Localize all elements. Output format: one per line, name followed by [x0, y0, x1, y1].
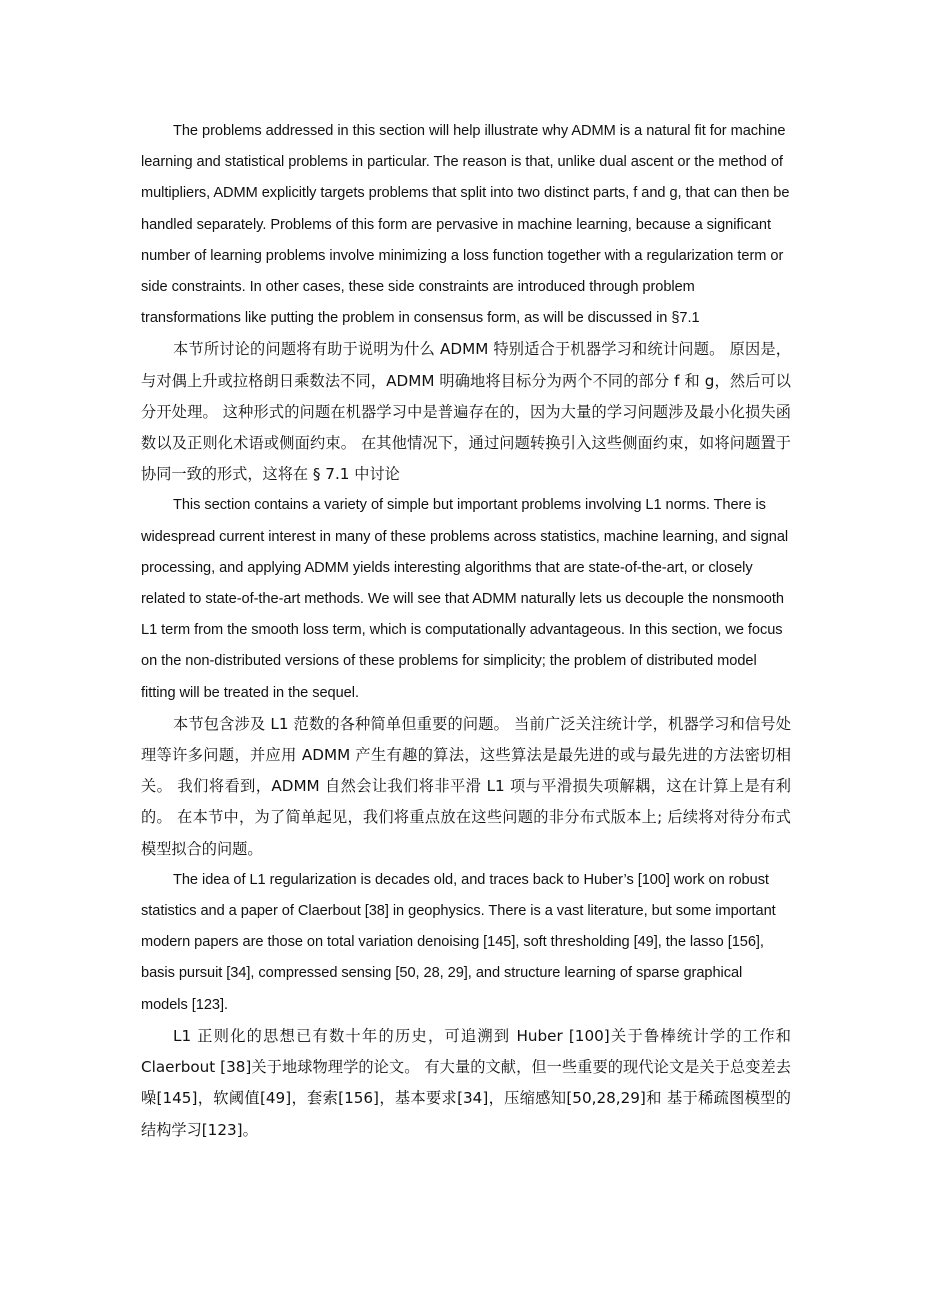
- paragraph-en-2: This section contains a variety of simple but important problems involving L1 norms. There is widespread current interest in many of these problems across statistics, machine learning, and signal processing, and applying ADMM yields interesting algorithms that are state-of-the-art, or closely related to state-of-the-art methods. We will see that ADMM naturally lets us decouple the nonsmooth L1 term from the smooth loss term, which is computationally advantageous. In this section, we focus on the non-distributed versions of these problems for simplicity; the problem of distributed model fitting will be treated in the sequel.: [141, 497, 789, 701]
- paragraph-zh-3: L1 正则化的思想已有数十年的历史，可追溯到 Huber [100]关于鲁棒统计学的工作和 Claerbout [38]关于地球物理学的论文。 有大量的文献，但一些重要的现代论文是关于总变差去噪[145]，软阈值[49]，套索[156]，基本要求[34]，压缩感知[50,28,29]和 基于稀疏图模型的结构学习[123]。: [141, 1026, 791, 1139]
- paragraph-zh-1: 本节所讨论的问题将有助于说明为什么 ADMM 特别适合于机器学习和统计问题。 原因是，与对偶上升或拉格朗日乘数法不同，ADMM 明确地将目标分为两个不同的部分 f 和 g，然后可以分开处理。 这种形式的问题在机器学习中是普遍存在的，因为大量的学习问题涉及最小化损失函数以及正则化术语或侧面约束。 在其他情况下，通过问题转换引入这些侧面约束，如将问题置于协同一致的形式，这将在 § 7.1 中讨论: [141, 340, 791, 484]
- paragraph-zh-2: 本节包含涉及 L1 范数的各种简单但重要的问题。 当前广泛关注统计学，机器学习和信号处理等许多问题，并应用 ADMM 产生有趣的算法，这些算法是最先进的或与最先进的方法密切相关。 我们将看到，ADMM 自然会让我们将非平滑 L1 项与平滑损失项解耦，这在计算上是有利的。 在本节中，为了简单起见，我们将重点放在这些问题的非分布式版本上; 后续将对待分布式模型拟合的问题。: [141, 714, 791, 858]
- paragraph-en-1: The problems addressed in this section will help illustrate why ADMM is a natural fit for machine learning and statistical problems in particular. The reason is that, unlike dual ascent or the method of multipliers, ADMM explicitly targets problems that split into two distinct parts, f and g, that can then be handled separately. Problems of this form are pervasive in machine learning, because a significant number of learning problems involve minimizing a loss function together with a regularization term or side constraints. In other cases, these side constraints are introduced through problem transformations like putting the problem in consensus form, as will be discussed in §7.1: [141, 123, 790, 327]
- document-page: [141, 116, 791, 1146]
- paragraph-en-3: The idea of L1 regularization is decades old, and traces back to Huber’s [100] work on robust statistics and a paper of Claerbout [38] in geophysics. There is a vast literature, but some important modern papers are those on total variation denoising [145], soft thresholding [49], the lasso [156], basis pursuit [34], compressed sensing [50, 28, 29], and structure learning of sparse graphical models [123].: [141, 871, 776, 1013]
